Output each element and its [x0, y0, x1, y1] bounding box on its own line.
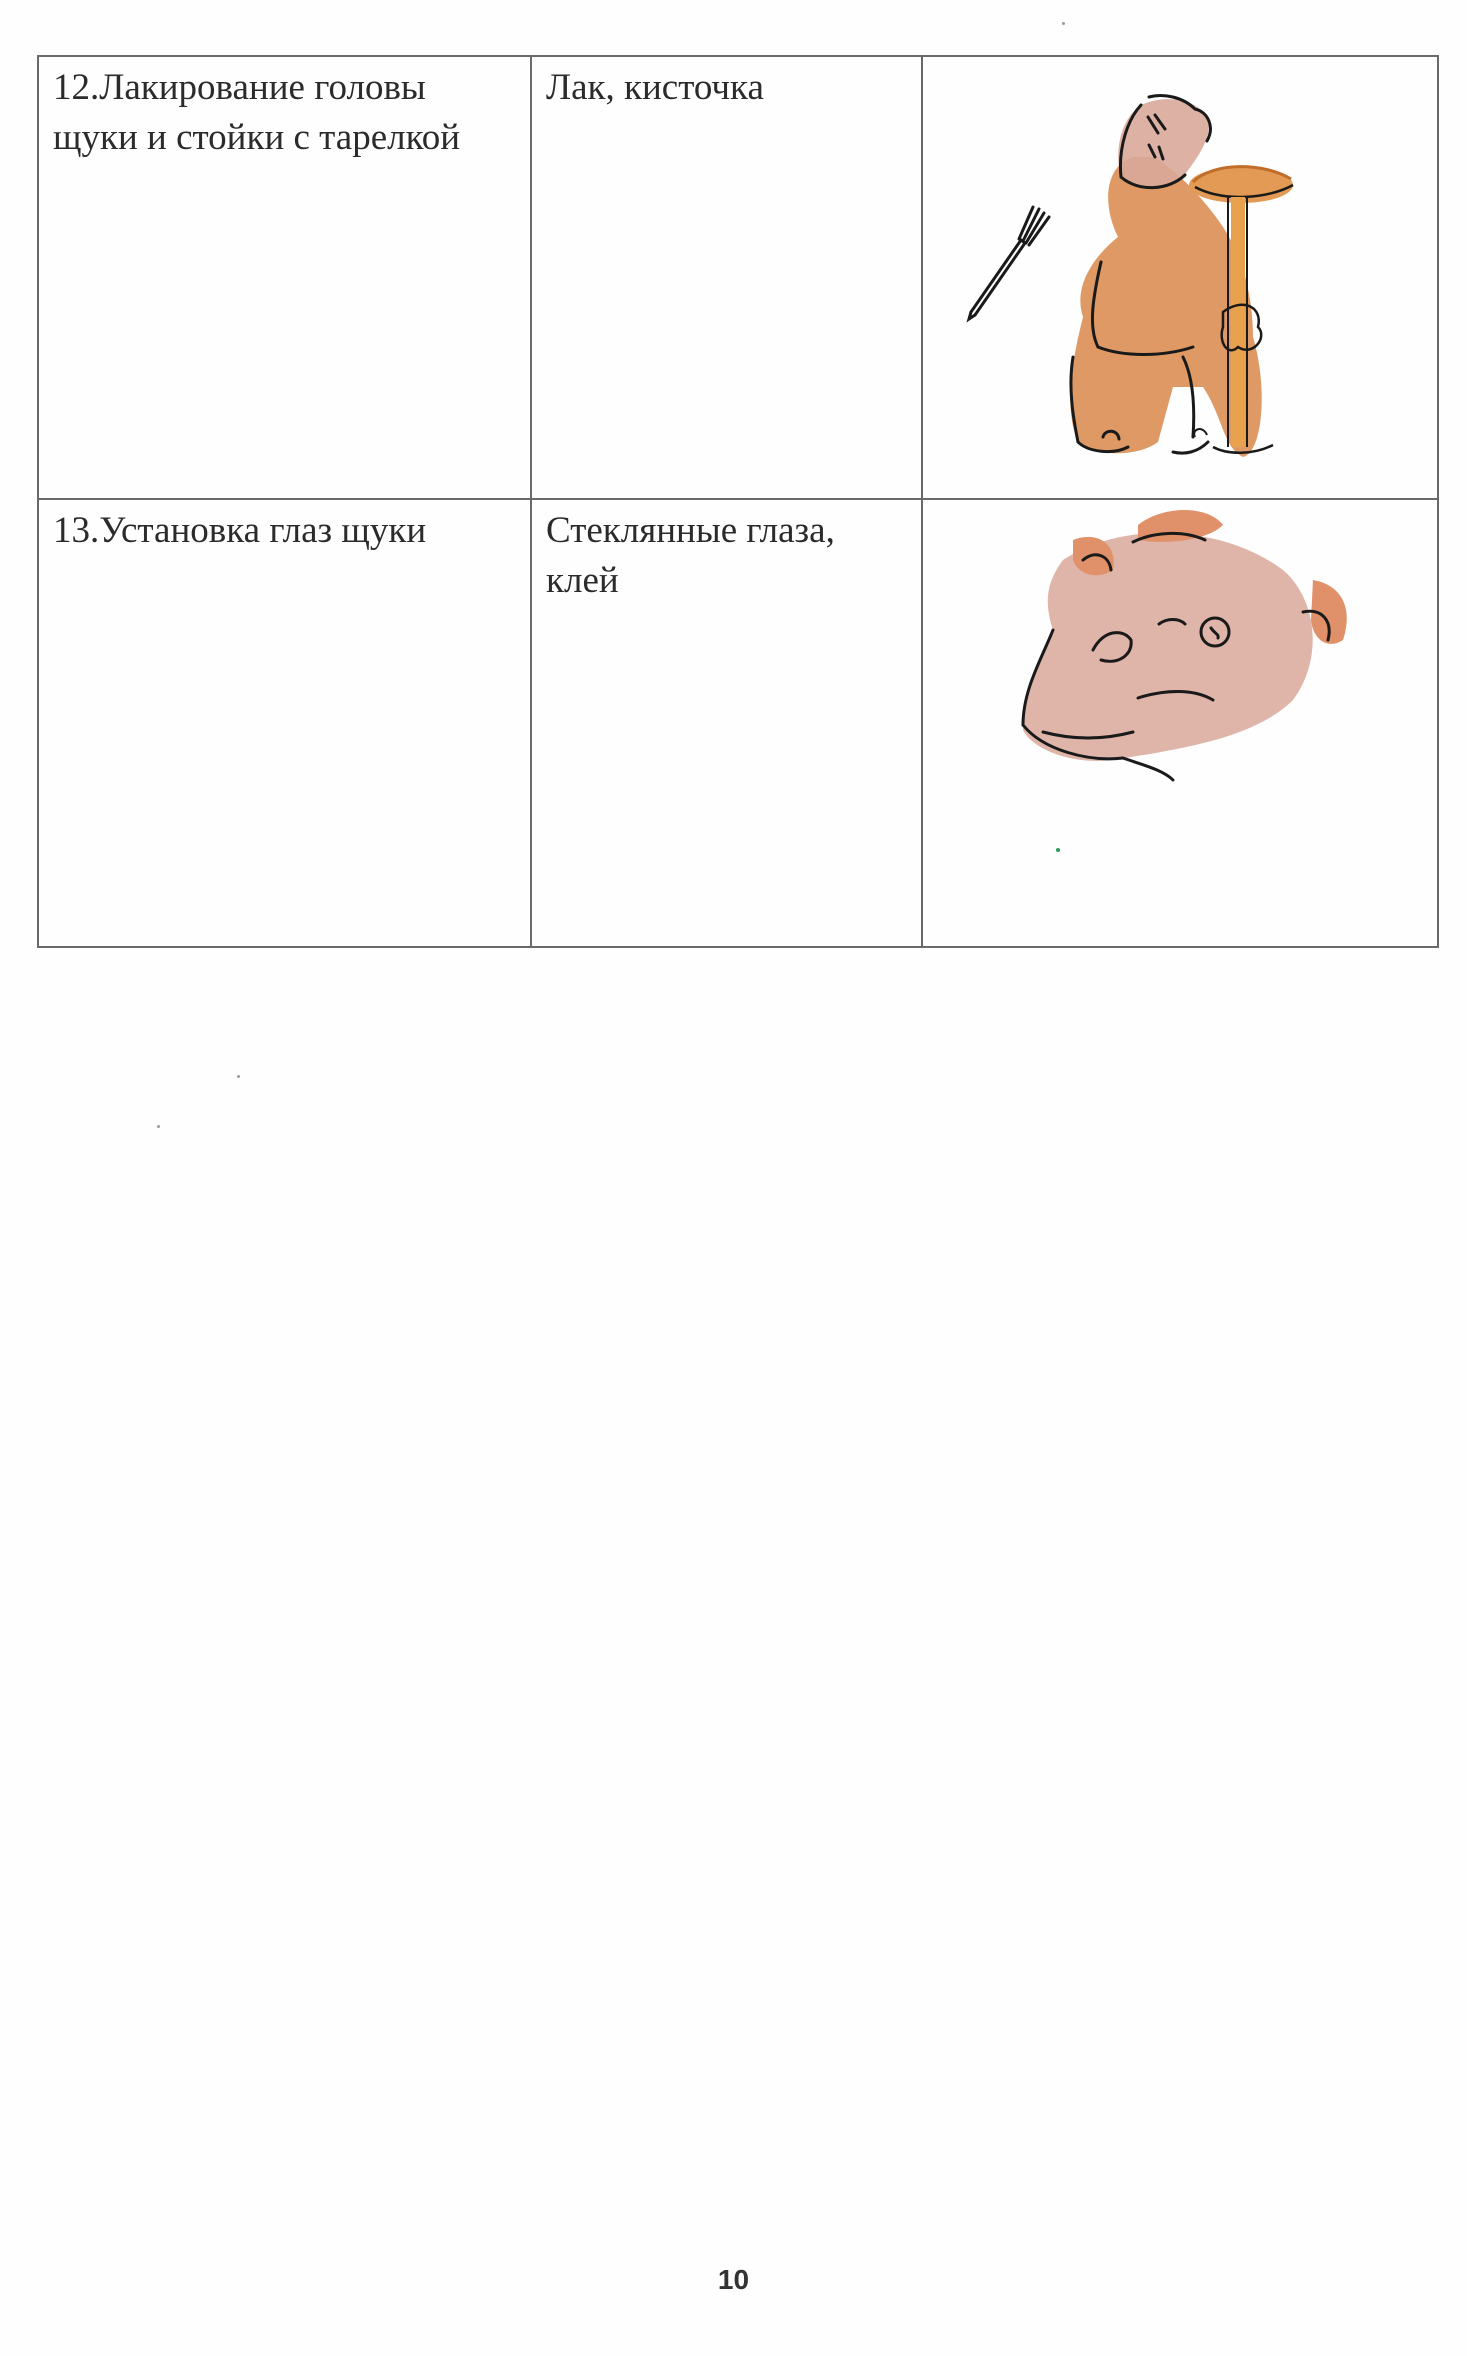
page-number: 10: [717, 2264, 750, 2295]
scan-speck: [1062, 22, 1065, 25]
pike-head-drawing: [923, 500, 1437, 946]
pike-on-stand-illustration: [923, 57, 1437, 498]
table-row: [38, 499, 1438, 947]
pike-head-fill: [1023, 533, 1313, 761]
step-cell: [38, 499, 531, 947]
materials-text: Лак, кисточка: [546, 67, 764, 108]
illustration-cell: [922, 56, 1438, 499]
step-cell: [38, 56, 531, 499]
scan-speck: [1056, 848, 1060, 852]
scan-speck: [157, 1125, 160, 1128]
scan-speck: [237, 1075, 240, 1078]
procedure-table: [37, 55, 1439, 948]
pike-head-fill: [1118, 99, 1209, 188]
stand-pole: [1231, 197, 1245, 447]
pike-head-illustration: [923, 500, 1437, 946]
materials-cell: [531, 56, 922, 499]
pike-on-stand-drawing: [923, 57, 1437, 498]
materials-cell: [531, 499, 922, 947]
table-row: [38, 56, 1438, 499]
illustration-cell: [922, 499, 1438, 947]
materials-text: Стеклянные глаза, клей: [546, 510, 835, 601]
step-text: 12.Лакирование головы щуки и стойки с тарелкой: [53, 67, 460, 158]
fork-icon: [969, 207, 1049, 319]
step-text: 13.Установка глаз щуки: [53, 510, 427, 551]
